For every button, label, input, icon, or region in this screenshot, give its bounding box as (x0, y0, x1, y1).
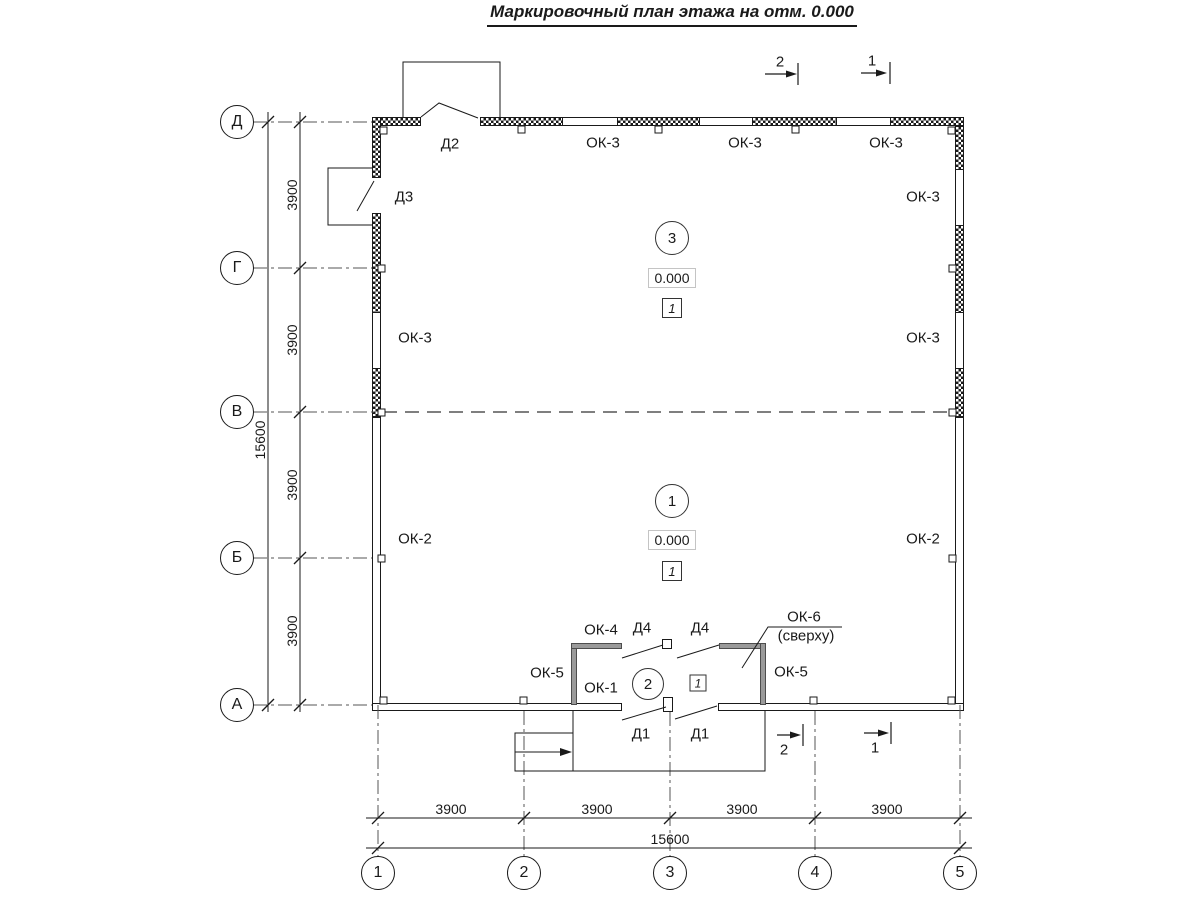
dim-bottom-segment: 3900 (871, 801, 903, 817)
axis-label: В (231, 403, 243, 420)
elevation-text: 0.000 (654, 532, 690, 548)
label-window-ok3: ОК-3 (906, 188, 940, 206)
axis-col-4 (798, 856, 832, 890)
label-window-ok2: ОК-2 (906, 530, 940, 548)
dim-bottom-total: 15600 (650, 831, 690, 847)
dim-left-segment: 3900 (284, 179, 300, 211)
dim-bottom-segment: 3900 (581, 801, 613, 817)
axis-row-v (220, 395, 254, 429)
axis-label: 4 (810, 864, 820, 881)
axis-label: Б (231, 549, 243, 566)
label-door-d4: Д4 (690, 619, 710, 637)
label-door-d3: Д3 (394, 188, 414, 206)
label-window-ok6: ОК-6 (787, 608, 821, 626)
axis-label: 2 (519, 864, 529, 881)
label-door-d1: Д1 (631, 725, 651, 743)
label-window-ok4: ОК-4 (584, 621, 618, 639)
floor-type-vestibule (690, 675, 707, 692)
columns (378, 126, 956, 704)
floor-type-text: 1 (668, 563, 676, 579)
section-mark-2-top: 2 (775, 53, 785, 71)
axis-col-3 (653, 856, 687, 890)
axis-label: Д (231, 113, 243, 130)
label-door-d2: Д2 (440, 135, 460, 153)
room-number-text: 1 (667, 492, 677, 510)
dim-left-segment: 3900 (284, 324, 300, 356)
axis-row-b (220, 541, 254, 575)
dim-bottom-segment: 3900 (435, 801, 467, 817)
axis-col-5 (943, 856, 977, 890)
floor-type-lower (662, 561, 682, 581)
axis-row-d (220, 105, 254, 139)
elevation-mark-lower (648, 530, 696, 550)
label-window-ok3: ОК-3 (869, 134, 903, 152)
label-window-ok5: ОК-5 (530, 664, 564, 682)
page-title: Маркировочный план этажа на отм. 0.000 (487, 2, 857, 27)
room-number-text: 3 (667, 229, 677, 247)
axis-label: 3 (665, 864, 675, 881)
axis-label: Г (232, 259, 242, 276)
label-window-ok3: ОК-3 (728, 134, 762, 152)
label-window-ok6-note: (сверху) (777, 627, 835, 645)
label-door-d4: Д4 (632, 619, 652, 637)
elevation-text: 0.000 (654, 270, 690, 286)
label-window-ok5: ОК-5 (774, 663, 808, 681)
label-window-ok1: ОК-1 (584, 679, 618, 697)
room-number-lower-hall (655, 484, 689, 518)
axis-col-1 (361, 856, 395, 890)
room-number-vestibule (632, 668, 664, 700)
room-number-text: 2 (643, 675, 653, 693)
dim-left-segment: 3900 (284, 469, 300, 501)
section-mark-1-top: 1 (867, 52, 877, 70)
dim-bottom-segment: 3900 (726, 801, 758, 817)
section-mark-1-bottom: 1 (870, 739, 880, 757)
dimension-ticks (260, 116, 966, 854)
label-door-d1: Д1 (690, 725, 710, 743)
floor-type-text: 1 (668, 300, 676, 316)
axis-label: 1 (373, 864, 383, 881)
axis-col-2 (507, 856, 541, 890)
room-number-upper-hall (655, 221, 689, 255)
label-window-ok2: ОК-2 (398, 530, 432, 548)
axis-label: 5 (955, 864, 965, 881)
porch-top-outline (403, 62, 500, 117)
axis-row-g (220, 251, 254, 285)
dim-left-segment: 3900 (284, 615, 300, 647)
floor-type-text: 1 (694, 676, 702, 690)
elevation-mark-upper (648, 268, 696, 288)
axis-label: А (231, 696, 243, 713)
stairs-direction-arrow (560, 748, 572, 756)
section-mark-2-bottom: 2 (779, 741, 789, 759)
label-window-ok3: ОК-3 (398, 329, 432, 347)
axis-lines (253, 122, 960, 857)
label-window-ok3: ОК-3 (586, 134, 620, 152)
dimension-lines (268, 112, 972, 848)
dim-left-total: 15600 (252, 420, 268, 460)
label-window-ok3: ОК-3 (906, 329, 940, 347)
floor-type-upper (662, 298, 682, 318)
axis-row-a (220, 688, 254, 722)
